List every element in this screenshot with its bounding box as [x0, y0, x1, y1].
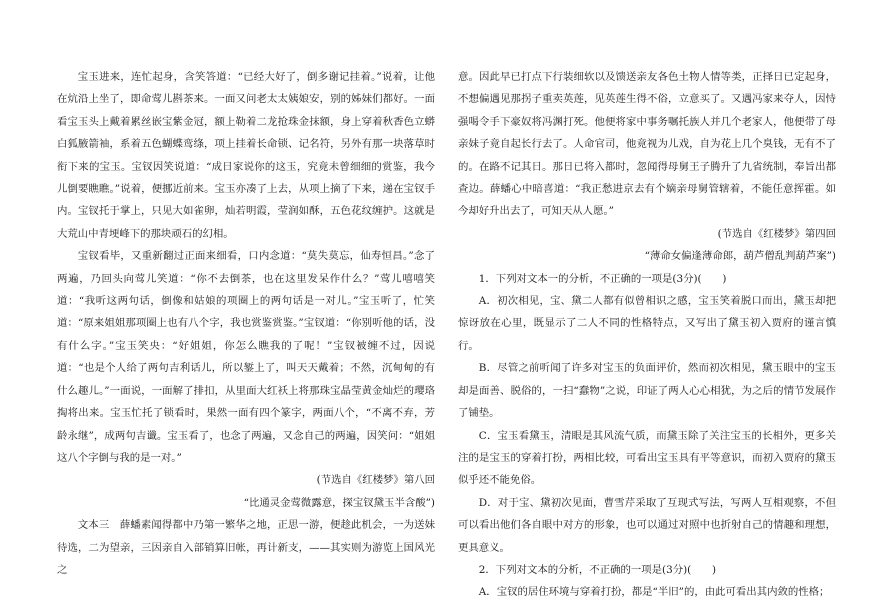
- question-stem: 2．下列对文本的分析，不正确的一项是(3分)( ): [478, 563, 717, 576]
- question-option: C．宝玉看黛玉，清眼是其风流气质，而黛玉除了关注宝玉的长相外，更多关注的是宝玉的穿着打扮，两相比较，可看出宝玉具有平等意识，而初入贾府的黛玉似乎还不能免俗。: [458, 429, 836, 487]
- right-column: [458, 66, 836, 615]
- passage-paragraph: 宝玉进来，连忙起身，含笑答道：“已经大好了，倒多谢记挂着。”说着，让他在炕沿上坐了，即命莺儿斟茶来。一面又问老太太姨娘安，别的姊妹们都好。一面看宝玉头上戴着累丝嵌宝紫金冠，额上勒着二龙抢珠金抹额，身上穿着秋香色立蟒白狐腋箭袖，系着五色蝴蝶鸾绦，项上挂着长命锁、记名符，另外有那一块落草时衔下来的宝玉。宝钗因笑说道：“成日家说你的这玉，究竟未曾细细的赏鉴，我今儿倒要瞧瞧。”说着，便挪近前来。宝玉亦凑了上去，从项上摘了下来，递在宝钗手内。宝钗托于掌上，只见大如雀卵，灿若明霞，莹润如酥，五色花纹缠护。这就是大荒山中青埂峰下的那块顽石的幻相。: [57, 71, 435, 240]
- left-column: [57, 66, 435, 615]
- passage-paragraph: 文本三 薛蟠素闻得都中乃第一繁华之地，正思一游，便趁此机会，一为送妹待选，二为望亲，三因亲自入部销算旧帐，再计新支，——其实则为游览上国风光之: [57, 519, 435, 576]
- question-option: B．尽管之前听闻了许多对宝玉的负面评价，然而初次相见，黛玉眼中的宝玉却是面善、脱俗的，一扫“蠢物”之说，印证了两人心心相犹，为之后的情节发展作了铺垫。: [458, 362, 836, 420]
- source-citation: (节选自《红楼梦》第八回: [316, 474, 435, 487]
- question-option: A．初次相见，宝、黛二人都有似曾相识之感，宝玉笑着脱口而出，黛玉却把惊讶放在心里，既显示了二人不同的性格特点，又写出了黛玉初入贾府的谨言慎行。: [458, 295, 836, 352]
- question-option: A．宝钗的居住环境与穿着打扮，都是“半旧”的，由此可看出其内敛的性格；: [478, 586, 830, 599]
- source-citation: (节选自《红楼梦》第四回: [717, 227, 836, 240]
- passage-paragraph: 宝钗看毕，又重新翻过正面来细看，口内念道：“莫失莫忘，仙寿恒昌。”念了两遍，乃回头向莺儿笑道：“你不去倒茶，也在这里发呆作什么？”莺儿嘻嘻笑道：“我听这两句话，倒像和姑娘的项圈上的两句话是一对儿。”宝玉听了，忙笑道：“原来姐姐那项圈上也有八个字，我也赏鉴赏鉴。”宝钗道：“你别听他的话，没有什么字。”宝玉笑央：“好姐姐，你怎么瞧我的了呢！”宝钗被缠不过，因说道：“也是个人给了两句吉利话儿，所以錾上了，叫天天戴着；不然，沉甸甸的有什么趣儿。”一面说，一面解了排扣，从里面大红袄上将那珠宝晶莹黄金灿烂的璎珞掏将出来。宝玉忙托了锁看时，果然一面有四个篆字，两面八个，“不离不弃，芳龄永继”，成两句吉谶。宝玉看了，也念了两遍，又念自己的两遍，因笑问：“姐姐这八个字倒与我的是一对。”: [57, 250, 435, 464]
- source-chapter-title: “薄命女偏逢薄命郎，葫芦僧乱判葫芦案”): [644, 250, 836, 263]
- passage-paragraph: 意。因此早已打点下行装细软以及馈送亲友各色土物人情等类，正择日已定起身，不想偏遇见那拐子重卖英莲，见英莲生得不俗，立意买了。又遇冯家来夺人，因恃强喝令手下豪奴将冯渊打死。他便将家中事务嘱托族人并几个老家人，他便带了母亲妹子竟自起长行去了。人命官司，他竟视为儿戏，自为花上几个臭钱，无有不了的。在路不记其日。那日已将入都时，忽闻得母舅王子腾升了九省统制，奉旨出都查边。薛蟠心中暗喜道：“我正愁进京去有个嫡亲母舅管辖着，不能任意挥霍。如今却好升出去了，可知天从人愿。”: [458, 71, 836, 218]
- question-stem: 1．下列对文本一的分析，不正确的一项是(3分)( ): [478, 272, 727, 285]
- source-chapter-title: “比通灵金莺微露意，探宝钗黛玉半含酸”): [243, 496, 435, 509]
- question-option: D．对于宝、黛初次见面，曹雪芹采取了互现式写法，写两人互相观察，不但可以看出他们各自眼中对方的形象，也可以通过对照中也折射自己的情趣和理想，更具意义。: [458, 496, 836, 554]
